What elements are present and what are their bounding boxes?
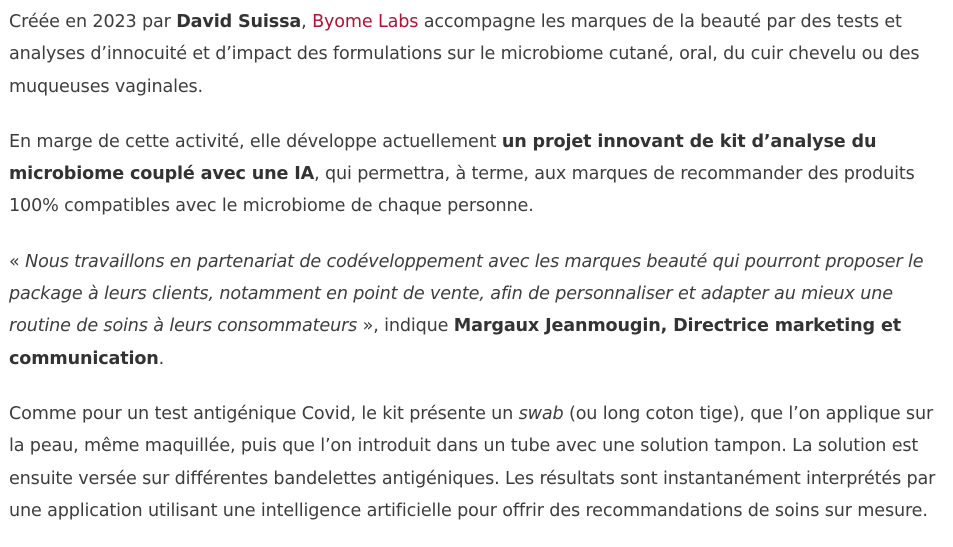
text-run: Comme pour un test antigénique Covid, le kit présente un xyxy=(9,403,519,424)
paragraph-quote xyxy=(9,246,944,375)
swab-term: swab xyxy=(518,403,564,424)
paragraph-project xyxy=(9,126,944,223)
paragraph-intro xyxy=(9,6,944,103)
text-run: accompagne les marques de la beauté par des tests et analyses d’innocuité et d’impact des formulations sur le microbiome cutané, oral, du cuir chevelu ou des muqueuses vaginales. xyxy=(9,12,920,97)
speaker-name: Margaux Jeanmougin, Directrice marketing et communication xyxy=(9,316,901,369)
text-run: Créée en 2023 par xyxy=(9,12,177,32)
text-run: . xyxy=(158,348,165,369)
founder-name: David Suissa xyxy=(176,12,302,32)
project-highlight: un projet innovant de kit d’analyse du microbiome couplé avec une IA xyxy=(9,131,877,185)
open-quote: « xyxy=(9,251,26,272)
text-run: (ou long coton tige), que l’on applique sur la peau, même maquillée, puis que l’on introduit dans un tube avec une solution tampon. La solution est ensuite versée sur différentes bandelettes antigéniques. Les résultats sont instantanément interprétés par une application utilisant une intelligence artificielle pour offrir des recommandations de soins sur mesure. xyxy=(9,403,936,521)
paragraph-kit xyxy=(9,398,944,527)
text-run: En marge de cette activité, elle développe actuellement xyxy=(9,131,502,152)
text-run: », indique xyxy=(357,316,454,337)
text-run: , xyxy=(301,12,313,32)
quote-text: Nous travaillons en partenariat de codéveloppement avec les marques beauté qui pourront proposer le package à leurs clients, notamment en point de vente, afin de personnaliser et adapter au mieux une routine de soins à leurs consommateurs xyxy=(9,251,924,337)
text-run: , qui permettra, à terme, aux marques de recommander des produits 100% compatibles avec le microbiome de chaque personne. xyxy=(9,164,915,217)
byome-labs-link[interactable]: Byome Labs xyxy=(312,12,419,32)
